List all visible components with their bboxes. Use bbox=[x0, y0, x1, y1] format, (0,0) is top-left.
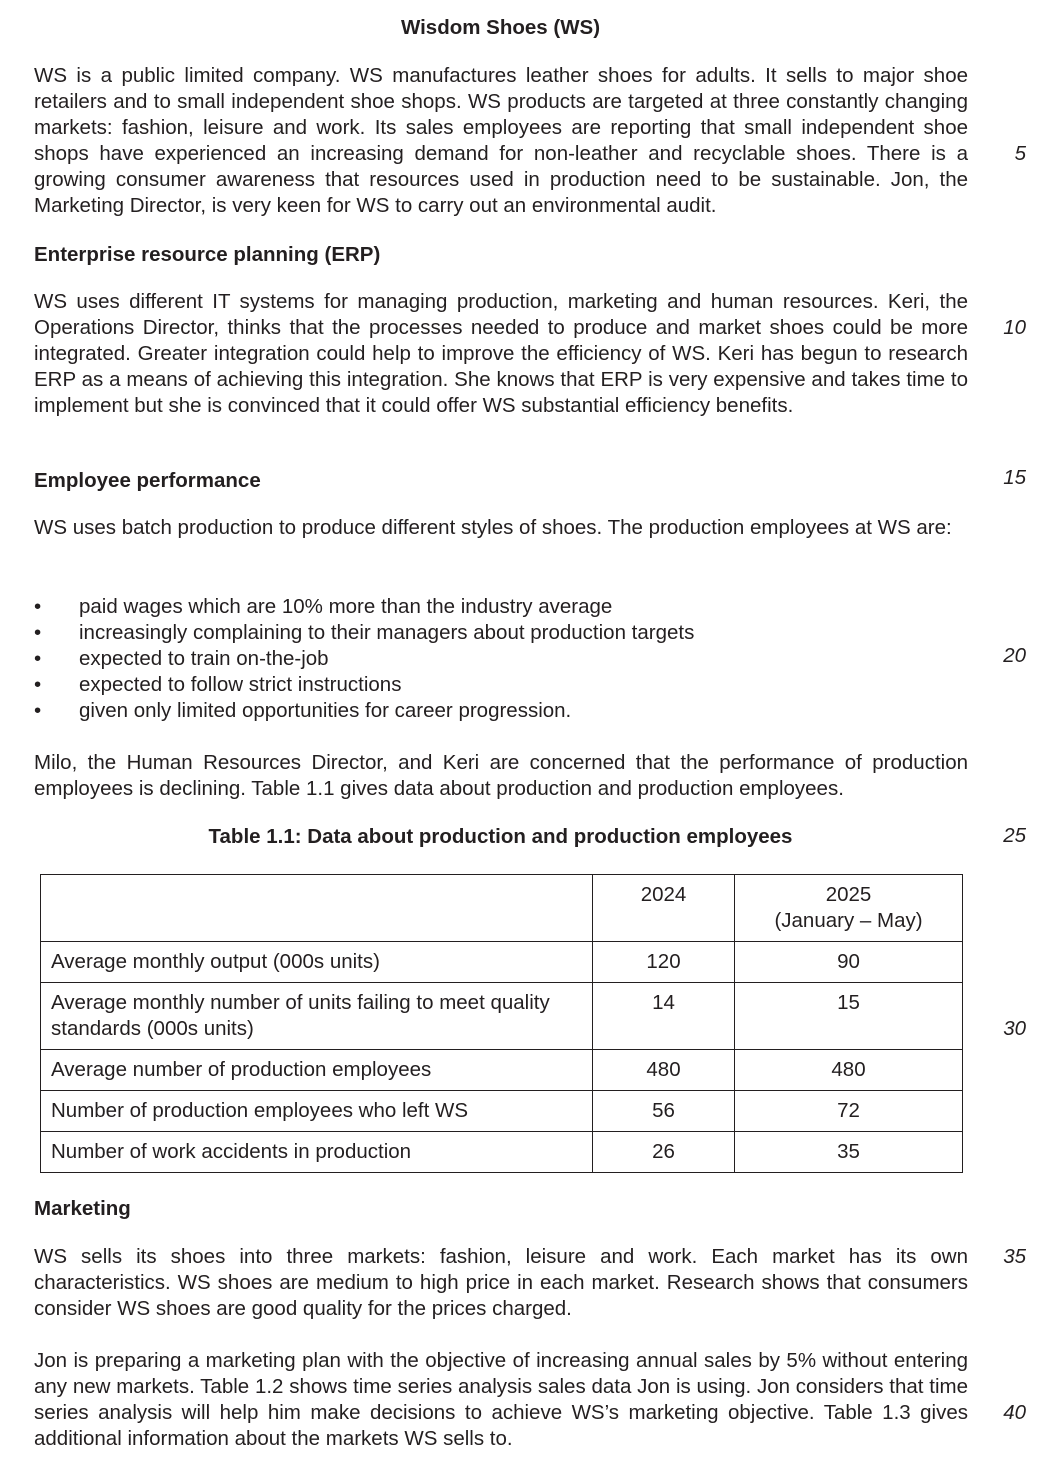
list-item-text: paid wages which are 10% more than the industry average bbox=[79, 595, 613, 618]
intro-paragraph: WS is a public limited company. WS manufactures leather shoes for adults. It sells to major shoe retailers and to small independent shoe shops. WS products are targeted at three constantly changing markets: fashion, leisure and work. Its sales employees are reporting that small independent shoe shops have experienced an increasing demand for non-leather and recyclable shoes. There is a growing consumer awareness that resources used in production need to be sustainable. Jon, the Marketing Director, is very keen for WS to carry out an environmental audit. bbox=[34, 64, 968, 217]
line-number: 20 bbox=[1003, 644, 1026, 667]
list-item bbox=[34, 646, 968, 672]
marketing-heading: Marketing bbox=[34, 1197, 131, 1220]
list-item bbox=[34, 594, 968, 620]
line-number: 25 bbox=[1003, 824, 1026, 847]
marketing-paragraph-2: Jon is preparing a marketing plan with the objective of increasing annual sales by 5% without entering any new markets. Table 1.2 shows time series analysis sales data Jon is using. Jon considers that time series analysis will help him make decisions to achieve WS’s marketing objective. Table 1.3 gives additional information about the markets WS sells to. bbox=[34, 1349, 968, 1450]
line-number: 5 bbox=[1014, 142, 1026, 165]
table-row-label: Average monthly output (000s units) bbox=[41, 942, 593, 983]
line-number: 35 bbox=[1003, 1245, 1026, 1268]
table-header-row bbox=[41, 875, 963, 942]
employee-conditions-list bbox=[34, 594, 968, 724]
table-cell-2024: 480 bbox=[593, 1050, 735, 1091]
table-row bbox=[41, 1050, 963, 1091]
table-row-label: Average monthly number of units failing to meet quality standards (000s units) bbox=[41, 983, 593, 1050]
document-title: Wisdom Shoes (WS) bbox=[400, 16, 601, 39]
line-number: 40 bbox=[1003, 1401, 1026, 1424]
list-item-text: expected to train on-the-job bbox=[79, 647, 329, 670]
list-item bbox=[34, 698, 968, 724]
table-cell-2025: 35 bbox=[735, 1132, 963, 1173]
table-cell-2024: 14 bbox=[593, 983, 735, 1050]
table-row bbox=[41, 983, 963, 1050]
table-cell-2025: 72 bbox=[735, 1091, 963, 1132]
list-item-text: expected to follow strict instructions bbox=[79, 673, 402, 696]
table-header-cell-2024: 2024 bbox=[593, 875, 735, 942]
bullet-icon: • bbox=[34, 673, 42, 696]
list-item-text: increasingly complaining to their managers about production targets bbox=[79, 621, 695, 644]
table-header-cell-empty bbox=[41, 875, 593, 942]
table-caption: Table 1.1: Data about production and production employees bbox=[208, 825, 793, 848]
table-row bbox=[41, 942, 963, 983]
employee-performance-paragraph: WS uses batch production to produce different styles of shoes. The production employees at WS are: bbox=[34, 516, 952, 539]
production-data-table bbox=[40, 874, 963, 1173]
employee-performance-heading: Employee performance bbox=[34, 469, 261, 492]
table-cell-2024: 56 bbox=[593, 1091, 735, 1132]
bullet-icon: • bbox=[34, 647, 42, 670]
erp-paragraph: WS uses different IT systems for managing production, marketing and human resources. Keri, the Operations Director, thinks that the processes needed to produce and market shoes could be more integrated. Greater integration could help to improve the efficiency of WS. Keri has begun to research ERP as a means of achieving this integration. She knows that ERP is very expensive and takes time to implement but she is convinced that it could offer WS substantial efficiency benefits. bbox=[34, 290, 968, 417]
table-cell-2024: 120 bbox=[593, 942, 735, 983]
line-number: 15 bbox=[1003, 466, 1026, 489]
list-item bbox=[34, 672, 968, 698]
table-header-cell-2025 bbox=[735, 875, 963, 942]
table-cell-2024: 26 bbox=[593, 1132, 735, 1173]
marketing-paragraph-1: WS sells its shoes into three markets: fashion, leisure and work. Each market has its own characteristics. WS shoes are medium to high price in each market. Research shows that consumers consider WS shoes are good quality for the prices charged. bbox=[34, 1245, 968, 1320]
table-cell-2025: 90 bbox=[735, 942, 963, 983]
bullet-icon: • bbox=[34, 595, 42, 618]
line-number: 30 bbox=[1003, 1017, 1026, 1040]
table-row-label: Number of work accidents in production bbox=[41, 1132, 593, 1173]
table-cell-2025: 15 bbox=[735, 983, 963, 1050]
table-row bbox=[41, 1091, 963, 1132]
bullet-icon: • bbox=[34, 699, 42, 722]
employee-concern-paragraph: Milo, the Human Resources Director, and Keri are concerned that the performance of production employees is declining. Table 1.1 gives data about production and production employees. bbox=[34, 751, 968, 800]
list-item bbox=[34, 620, 968, 646]
erp-heading: Enterprise resource planning (ERP) bbox=[34, 243, 381, 266]
table-header-year: 2025 bbox=[825, 883, 872, 906]
table-row-label: Average number of production employees bbox=[41, 1050, 593, 1091]
table-row-label: Number of production employees who left WS bbox=[41, 1091, 593, 1132]
line-number: 10 bbox=[1003, 316, 1026, 339]
bullet-icon: • bbox=[34, 621, 42, 644]
table-header-period: (January – May) bbox=[774, 909, 923, 932]
list-item-text: given only limited opportunities for career progression. bbox=[79, 699, 572, 722]
table-row bbox=[41, 1132, 963, 1173]
table-cell-2025: 480 bbox=[735, 1050, 963, 1091]
